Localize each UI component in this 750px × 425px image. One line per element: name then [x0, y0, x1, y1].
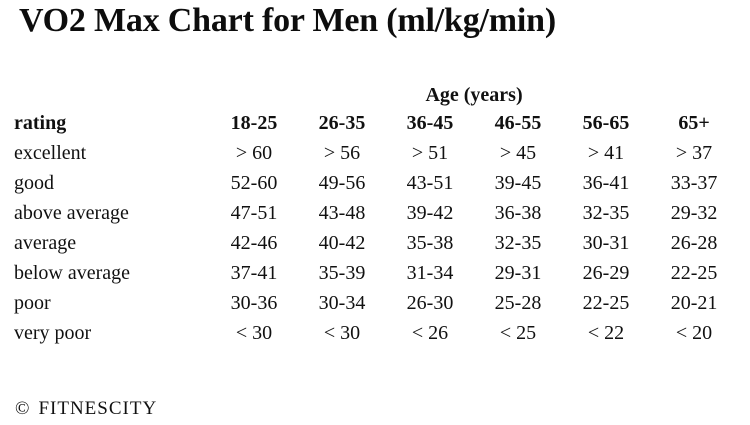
- value-cell: 37-41: [230, 262, 278, 284]
- table-row: [14, 258, 738, 288]
- value-cell: 31-34: [406, 262, 454, 284]
- value-cell: 26-29: [582, 262, 630, 284]
- value-cell: 43-48: [318, 202, 366, 224]
- value-cell: 43-51: [406, 172, 454, 194]
- column-header-row: [14, 108, 738, 138]
- age-column-header: 26-35: [318, 112, 366, 134]
- value-cell: 26-28: [670, 232, 718, 254]
- vo2-max-table: [14, 82, 738, 348]
- rating-column-header: rating: [14, 112, 67, 134]
- value-cell: 30-34: [318, 292, 366, 314]
- blank-cell: [14, 82, 210, 108]
- rating-cell: good: [14, 172, 54, 194]
- value-cell: 36-41: [582, 172, 630, 194]
- value-cell: < 22: [587, 322, 625, 344]
- rating-cell: very poor: [14, 322, 92, 344]
- value-cell: > 51: [411, 142, 449, 164]
- age-column-header: 18-25: [230, 112, 278, 134]
- footer: [15, 398, 157, 420]
- value-cell: < 26: [411, 322, 449, 344]
- value-cell: 47-51: [230, 202, 278, 224]
- value-cell: 32-35: [582, 202, 630, 224]
- value-cell: > 41: [587, 142, 625, 164]
- rating-cell: below average: [14, 262, 131, 284]
- rating-cell: poor: [14, 292, 51, 314]
- rating-cell: above average: [14, 202, 129, 224]
- table-row: [14, 318, 738, 348]
- table-row: [14, 288, 738, 318]
- value-cell: 35-38: [406, 232, 454, 254]
- value-cell: 36-38: [494, 202, 542, 224]
- value-cell: < 30: [235, 322, 273, 344]
- age-group-header-row: [14, 82, 738, 108]
- value-cell: 29-32: [670, 202, 718, 224]
- value-cell: > 56: [323, 142, 361, 164]
- value-cell: 32-35: [494, 232, 542, 254]
- value-cell: < 25: [499, 322, 537, 344]
- rating-cell: average: [14, 232, 77, 254]
- value-cell: 42-46: [230, 232, 278, 254]
- value-cell: 40-42: [318, 232, 366, 254]
- value-cell: 33-37: [670, 172, 718, 194]
- value-cell: 25-28: [494, 292, 542, 314]
- table-row: [14, 228, 738, 258]
- age-column-header: 36-45: [406, 112, 454, 134]
- value-cell: 49-56: [318, 172, 366, 194]
- age-years-header: Age (years): [425, 84, 523, 106]
- page-title: VO2 Max Chart for Men (ml/kg/min): [19, 2, 556, 39]
- rating-cell: excellent: [14, 142, 87, 164]
- value-cell: 20-21: [670, 292, 718, 314]
- value-cell: > 60: [235, 142, 273, 164]
- value-cell: > 45: [499, 142, 537, 164]
- value-cell: 22-25: [582, 292, 630, 314]
- brand-name: FITNESCITY: [38, 398, 158, 419]
- value-cell: < 30: [323, 322, 361, 344]
- value-cell: > 37: [675, 142, 713, 164]
- value-cell: 39-42: [406, 202, 454, 224]
- value-cell: 22-25: [670, 262, 718, 284]
- value-cell: 30-31: [582, 232, 630, 254]
- value-cell: 26-30: [406, 292, 454, 314]
- copyright-icon: ©: [15, 398, 30, 419]
- value-cell: 39-45: [494, 172, 542, 194]
- table-row: [14, 198, 738, 228]
- table-row: [14, 168, 738, 198]
- value-cell: 30-36: [230, 292, 278, 314]
- age-column-header: 65+: [678, 112, 710, 134]
- value-cell: 29-31: [494, 262, 542, 284]
- value-cell: 35-39: [318, 262, 366, 284]
- value-cell: < 20: [675, 322, 713, 344]
- value-cell: 52-60: [230, 172, 278, 194]
- age-column-header: 46-55: [494, 112, 542, 134]
- age-column-header: 56-65: [582, 112, 630, 134]
- table-row: [14, 138, 738, 168]
